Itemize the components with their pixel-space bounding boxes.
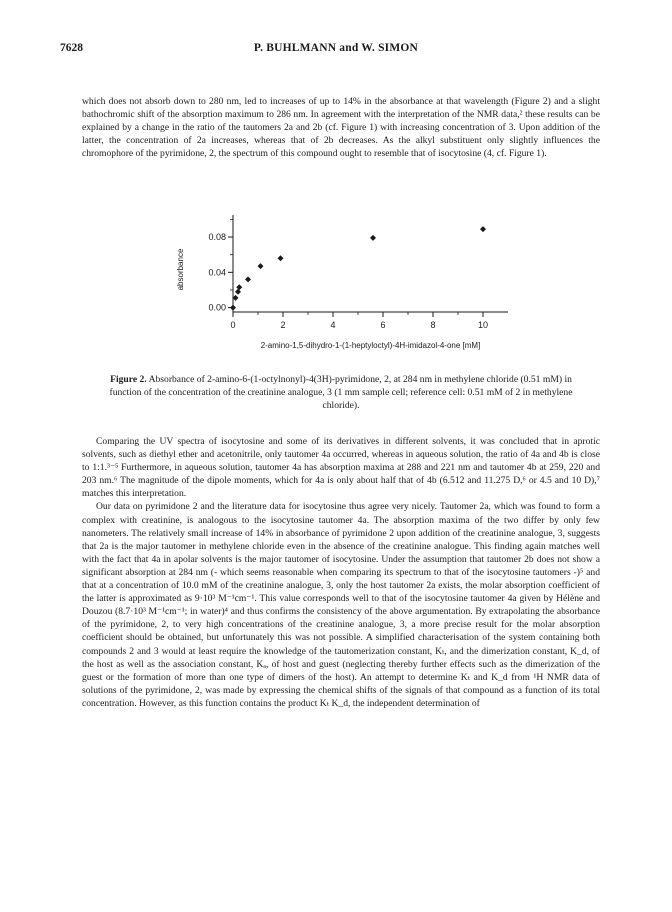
x-tick-label: 0	[230, 320, 236, 330]
x-axis-title: 2-amino-1,5-dihydro-1-(1-heptyloctyl)-4H-imidazol-4-one [mM]	[260, 341, 481, 350]
y-tick-label: 0.04	[208, 267, 226, 278]
x-tick-label: 4	[330, 320, 336, 330]
body-paragraph-2: Our data on pyrimidone 2 and the literature data for isocytosine thus agree very nicely. Tautomer 2a, which was found to form a complex with creatinine, is analogous to the isocytosine tautomer 4a. The absorption maxima of the two differ by only few nanometers. The relatively small increase of 14% in absorbance of pyrimidone 2 upon addition of the creatinine analogue, 3, suggests that 2a is the major tautomer in methylene chloride even in the absence of the creatinine analogue. This finding again matches well with the fact that 4a in apolar solvents is the major tautomer of isocytosine. Under the assumption that tautomer 2b does not show a significant absorption at 284 nm (- which seems reasonable when comparing its spectrum to that of the isocytosine tautomers -)⁵ and that at a concentration of 10.0 mM of the creatinine analogue, 3, only the host tautomer 2a exists, the molar absorption coefficient of the latter is approximated as 9·10³ M⁻¹cm⁻¹. This value corresponds well to that of the isocytosine tautomer 4a given by Hélène and Douzou (8.7·10³ M⁻¹cm⁻¹; in water)⁴ and thus confirms the consistency of the above argumentation. By extrapolating the absorbance of the pyrimidone, 2, to very high concentrations of the creatinine analogue, 3, a more precise result for the molar absorption coefficient should be obtained, but unfortunately this was not possible. A simplified characterisation of the system containing both compounds 2 and 3 would at least require the knowledge of the tautomerization constant, Kₜ, and the dimerization constant, K_d, of the host as well as the association constant, Kₐ, of host and guest (neglecting thereby further effects such as the dimerization of the guest or the formation of more than one type of dimers of the host). An attempt to determine Kₜ and K_d from ¹H NMR data of solutions of the pyrimidone, 2, was made by expressing the chemical shifts of the signals of that compound as a function of its total concentration. However, as this function contains the product Kₜ K_d, the independent determination of	[82, 501, 600, 709]
page-number: 7628	[60, 42, 83, 54]
x-tick-label: 6	[380, 320, 386, 330]
y-axis-title: absorbance	[176, 248, 185, 291]
intro-paragraph-text: which does not absorb down to 280 nm, led to increases of up to 14% in the absorbance at that wavelength (Figure 2) and a slight bathochromic shift of the absorption maximum to 286 nm. In agreement with the interpretation of the NMR data,² these results can be explained by a change in the ratio of the tautomers 2a and 2b (cf. Figure 1) with increasing concentration of 3. Upon addition of the latter, the concentration of 2a increases, whereas that of 2b decreases. As the alkyl substituent only slightly influences the chromophore of the pyrimidone, 2, the spectrum of this compound ought to resemble that of isocytosine (4, cf. Figure 1).	[82, 96, 600, 160]
data-point	[278, 255, 284, 261]
data-point	[370, 235, 376, 241]
y-tick-label: 0.00	[208, 302, 226, 313]
chart-labels	[176, 232, 488, 350]
data-point	[230, 305, 236, 311]
x-tick-label: 10	[477, 320, 489, 330]
chart-marks	[230, 226, 486, 310]
x-tick-label: 2	[280, 320, 286, 330]
data-point	[236, 284, 242, 290]
data-point	[480, 226, 486, 232]
body-paragraph-1: Comparing the UV spectra of isocytosine and some of its derivatives in different solvents, it was concluded that in aprotic solvents, such as diethyl ether and acetonitrile, only tautomer 4a occurred, whereas in aqueous solution, the ratio of 4a and 4b is close to 1:1.³⁻⁵ Furthermore, in aqueous solution, tautomer 4a has absorption maxima at 288 and 221 nm and tautomer 4b at 259, 220 and 203 nm.⁶ The magnitude of the dipole moments, which for 4a is only about half that of 4b (6.512 and 11.275 D,⁶ or 4.5 and 10 D),⁷ matches this interpretation.	[82, 436, 600, 500]
figure-caption	[100, 373, 582, 412]
x-tick-label: 8	[430, 320, 436, 330]
figure-caption-label: Figure 2.	[110, 374, 147, 385]
body-text	[82, 435, 600, 710]
data-point	[245, 276, 251, 282]
running-head-authors: P. BUHLMANN and W. SIMON	[253, 42, 419, 54]
chart-axes	[228, 215, 508, 317]
y-tick-label: 0.08	[208, 232, 226, 243]
figure-caption-text: Absorbance of 2-amino-6-(1-octylnonyl)-4(3H)-pyrimidone, 2, at 284 nm in methylene chloride (0.51 mM) in function of the concentration of the creatinine analogue, 3 (1 mm sample cell; reference cell: 0.51 mM of 2 in methylene chloride).	[109, 374, 573, 411]
data-point	[258, 263, 264, 269]
data-point	[235, 289, 241, 295]
